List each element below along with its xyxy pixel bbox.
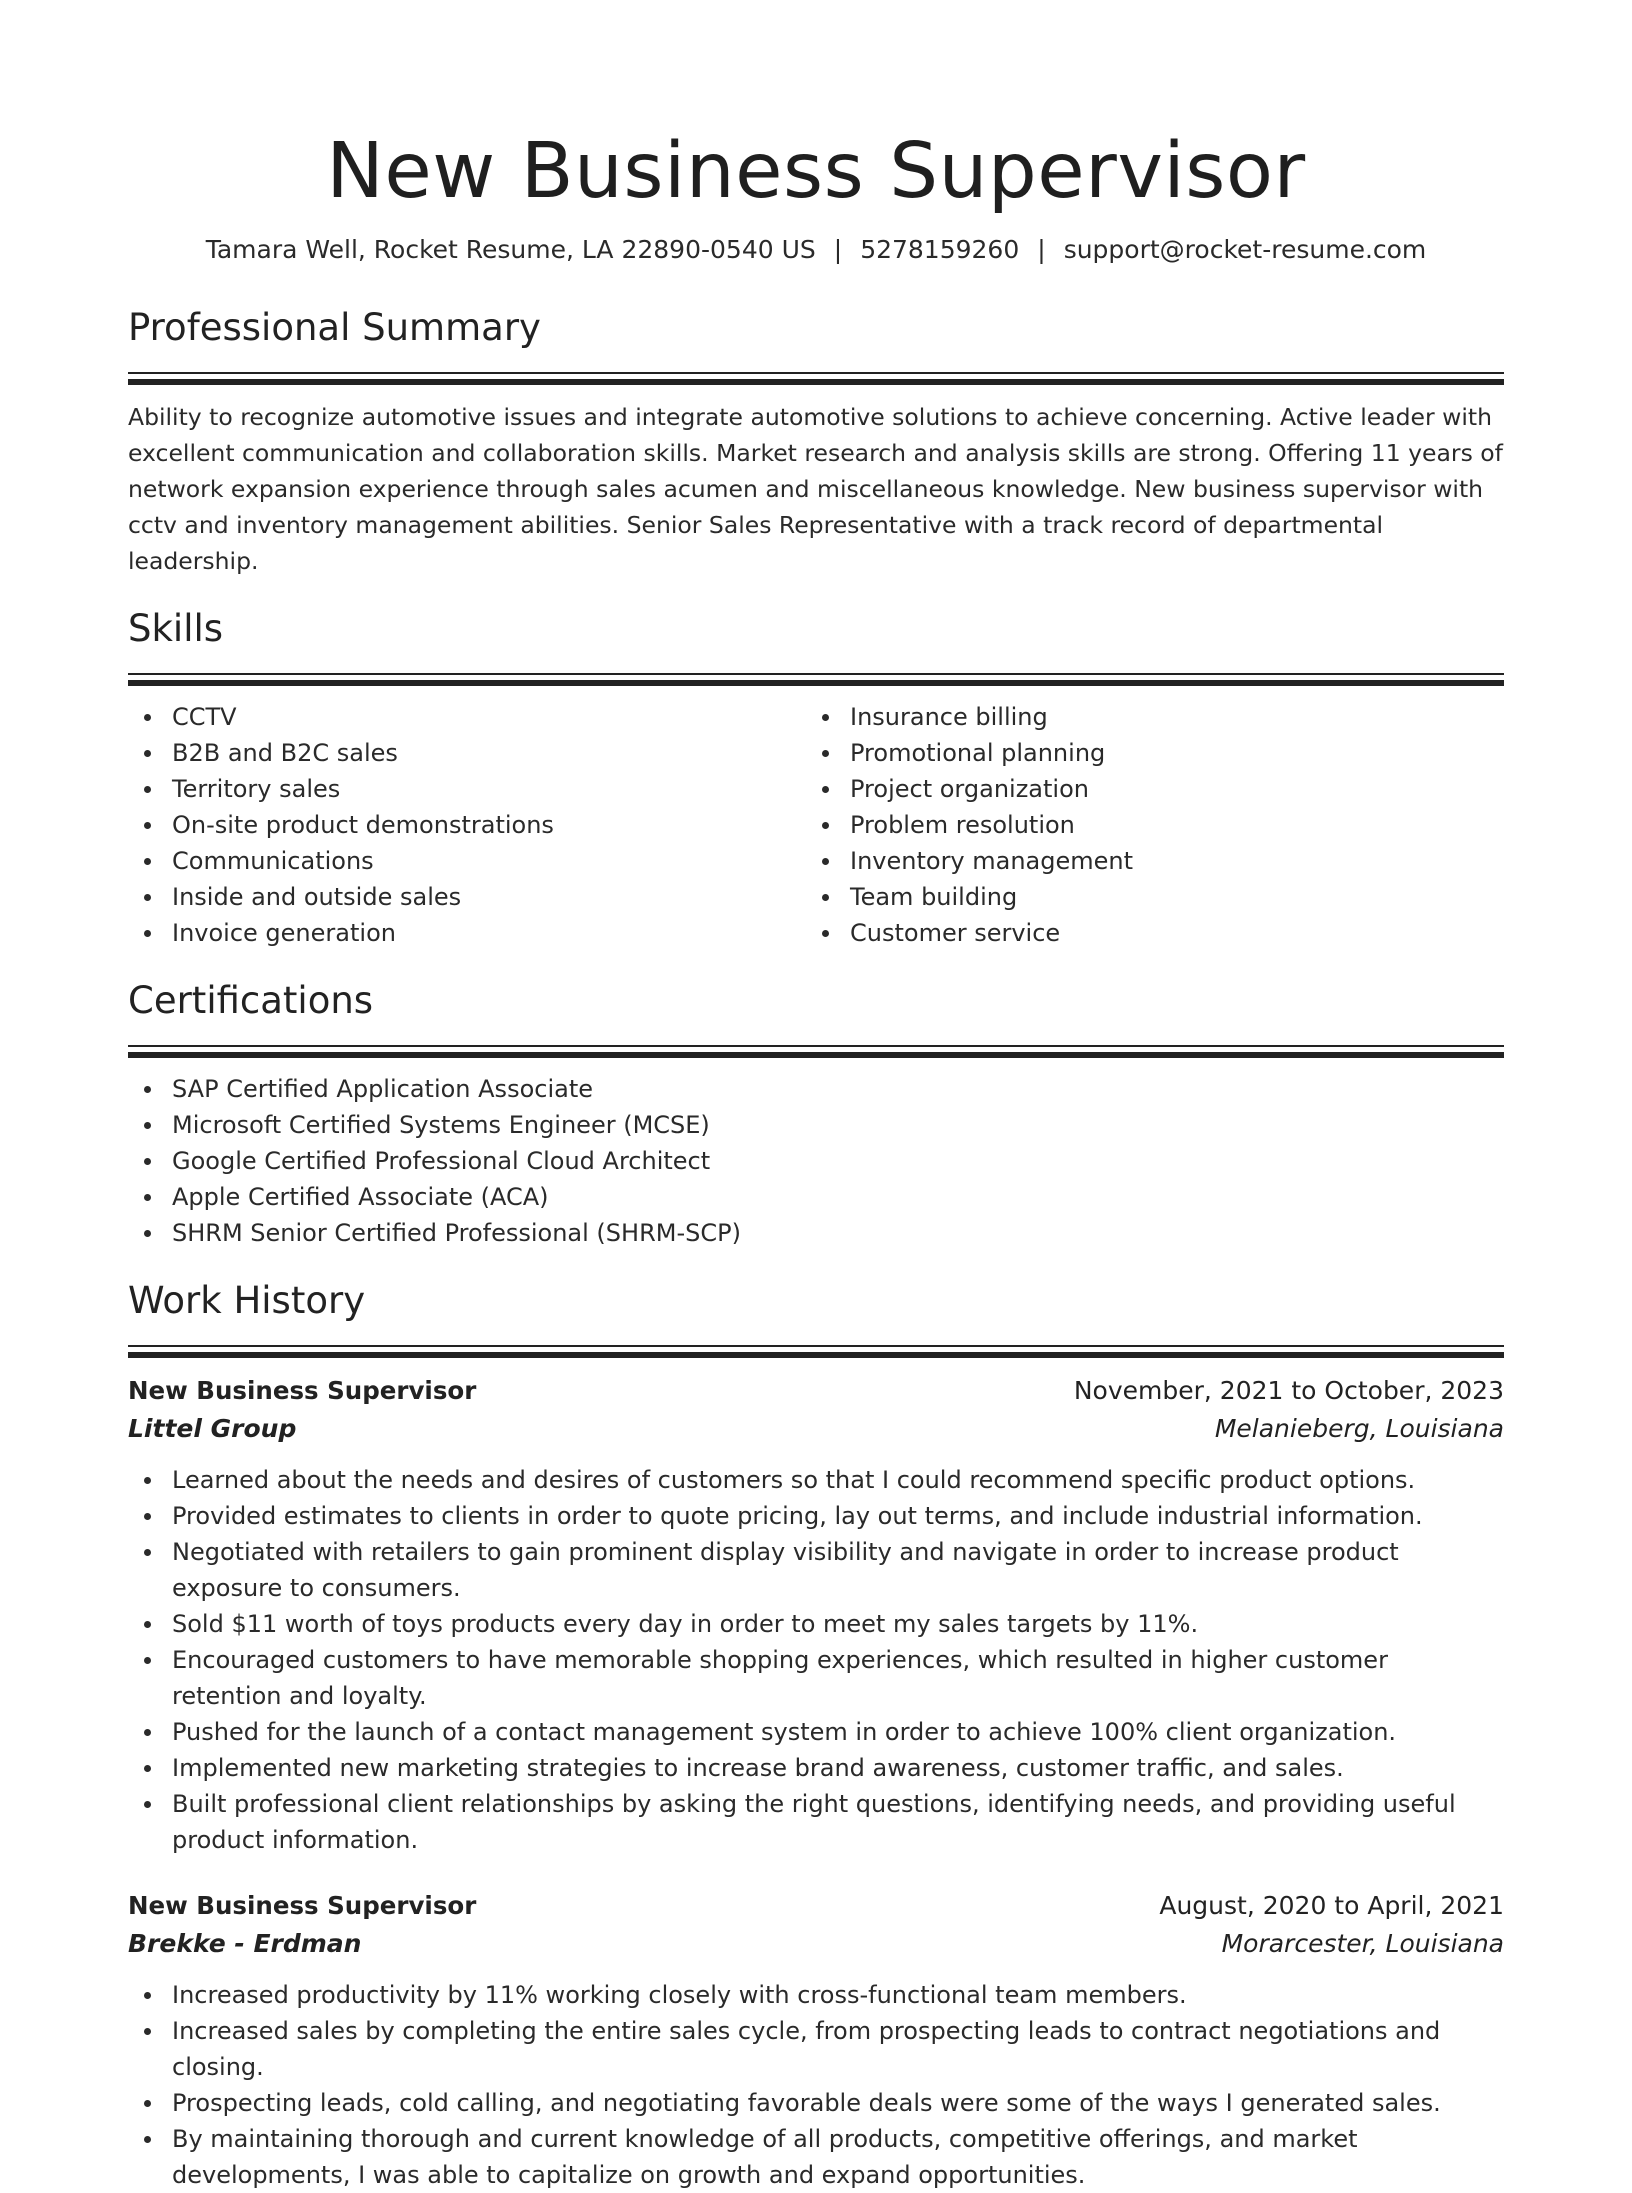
contact-separator: | (1037, 235, 1046, 264)
skill-item: Customer service (806, 915, 1484, 951)
section-divider (128, 673, 1504, 686)
job-company-row (128, 1925, 1504, 1963)
contact-address: Tamara Well, Rocket Resume, LA 22890-0540 US (205, 235, 816, 264)
section-title-skills: Skills (128, 607, 224, 650)
job-bullet: Implemented new marketing strategies to increase brand awareness, customer traffic, and sales. (128, 1750, 1504, 1786)
job-bullet: Encouraged customers to have memorable shopping experiences, which resulted in higher customer retention and loyalty. (128, 1642, 1504, 1714)
skill-item: Team building (806, 879, 1484, 915)
contact-email: support@rocket-resume.com (1063, 235, 1427, 264)
certification-item: SHRM Senior Certified Professional (SHRM-SCP) (128, 1215, 1504, 1251)
section-title-work-history: Work History (128, 1279, 366, 1322)
summary-section (128, 302, 1504, 579)
skills-list-right (806, 699, 1484, 951)
job-bullet: Pushed for the launch of a contact management system in order to achieve 100% client organization. (128, 1714, 1504, 1750)
job-location: Morarcester, Louisiana (1221, 1929, 1504, 1958)
contact-separator: | (833, 235, 843, 264)
job-bullet: Sold $11 worth of toys products every day in order to meet my sales targets by 11%. (128, 1606, 1504, 1642)
certifications-section (128, 975, 1504, 1251)
job-bullets (128, 1977, 1504, 2193)
section-title-summary: Professional Summary (128, 306, 541, 349)
skill-item: B2B and B2C sales (128, 735, 806, 771)
section-divider (128, 1045, 1504, 1058)
skill-item: Insurance billing (806, 699, 1484, 735)
certification-item: Google Certified Professional Cloud Architect (128, 1143, 1504, 1179)
certification-item: Microsoft Certified Systems Engineer (MCSE) (128, 1107, 1504, 1143)
job-company: Littel Group (128, 1414, 297, 1443)
job-bullet: Built professional client relationships by asking the right questions, identifying needs, and providing useful product information. (128, 1786, 1504, 1858)
resume-page (128, 0, 1504, 2193)
job-entry (128, 1887, 1504, 2193)
job-bullet: Provided estimates to clients in order to quote pricing, lay out terms, and include industrial information. (128, 1498, 1504, 1534)
skill-item: Problem resolution (806, 807, 1484, 843)
job-bullets (128, 1462, 1504, 1858)
job-entry (128, 1372, 1504, 1858)
skill-item: Invoice generation (128, 915, 806, 951)
certification-item: Apple Certified Associate (ACA) (128, 1179, 1504, 1215)
certification-item: SAP Certified Application Associate (128, 1071, 1504, 1107)
job-title: New Business Supervisor (128, 1891, 477, 1920)
job-bullet: By maintaining thorough and current knowledge of all products, competitive offerings, and market developments, I was able to capitalize on growth and expand opportunities. (128, 2121, 1504, 2193)
section-title-certifications: Certifications (128, 979, 374, 1022)
job-bullet: Increased sales by completing the entire sales cycle, from prospecting leads to contract negotiations and closing. (128, 2013, 1504, 2085)
contact-line (128, 232, 1504, 268)
job-bullet: Negotiated with retailers to gain prominent display visibility and navigate in order to increase product exposure to consumers. (128, 1534, 1504, 1606)
job-header-row (128, 1887, 1504, 1925)
skill-item: On-site product demonstrations (128, 807, 806, 843)
skills-section (128, 603, 1504, 951)
skills-list-left (128, 699, 806, 951)
skill-item: Inventory management (806, 843, 1484, 879)
contact-phone: 5278159260 (860, 235, 1020, 264)
certifications-list (128, 1071, 1504, 1251)
job-location: Melanieberg, Louisiana (1214, 1414, 1504, 1443)
skill-item: Promotional planning (806, 735, 1484, 771)
section-divider (128, 372, 1504, 385)
summary-text: Ability to recognize automotive issues and integrate automotive solutions to achieve concerning. Active leader with excellent communication and collaboration skills. Market research and analysis skills are strong. Offering 11 years of network expansion experience through sales acumen and miscellaneous knowledge. New business supervisor with cctv and inventory management abilities. Senior Sales Representative with a track record of departmental leadership. (128, 403, 1503, 575)
job-bullet: Prospecting leads, cold calling, and negotiating favorable deals were some of the ways I generated sales. (128, 2085, 1504, 2121)
job-bullet: Increased productivity by 11% working closely with cross-functional team members. (128, 1977, 1504, 2013)
skill-item: Territory sales (128, 771, 806, 807)
skill-item: Inside and outside sales (128, 879, 806, 915)
skill-item: Communications (128, 843, 806, 879)
job-company-row (128, 1410, 1504, 1448)
resume-name-title: New Business Supervisor (326, 127, 1306, 216)
section-divider (128, 1345, 1504, 1358)
skill-item: Project organization (806, 771, 1484, 807)
job-company: Brekke - Erdman (128, 1929, 362, 1958)
job-bullet: Learned about the needs and desires of customers so that I could recommend specific product options. (128, 1462, 1504, 1498)
job-header-row (128, 1372, 1504, 1410)
job-dates: November, 2021 to October, 2023 (1073, 1376, 1504, 1405)
job-title: New Business Supervisor (128, 1376, 477, 1405)
skills-grid (128, 699, 1504, 951)
job-dates: August, 2020 to April, 2021 (1159, 1891, 1504, 1920)
skill-item: CCTV (128, 699, 806, 735)
work-history-section (128, 1275, 1504, 2193)
